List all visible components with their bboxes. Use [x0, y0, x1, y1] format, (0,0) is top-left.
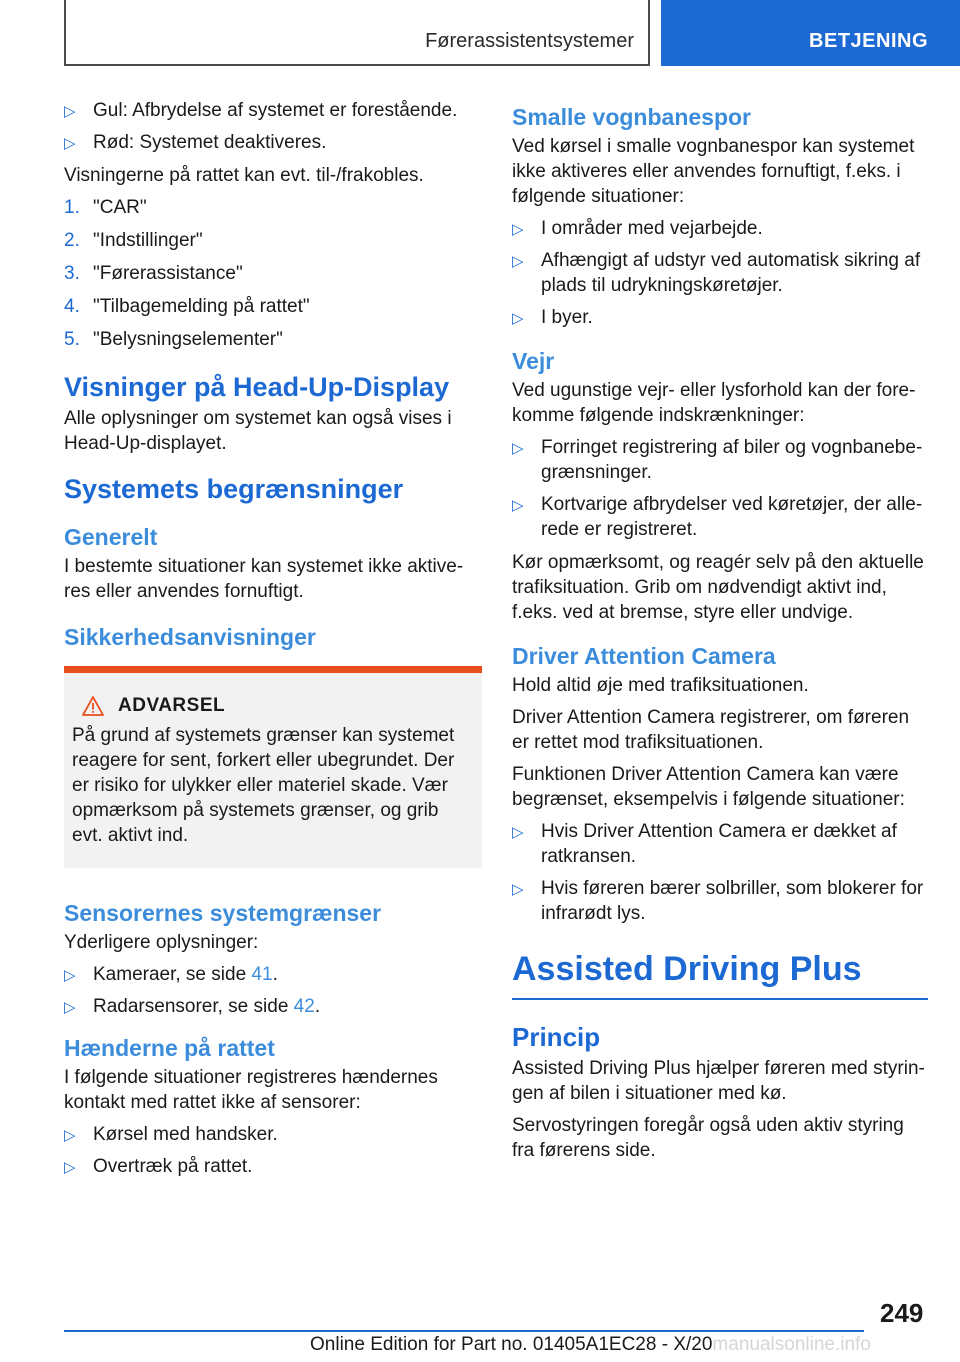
narrow-list [512, 216, 928, 330]
triangle-bullet-icon: ▷ [512, 253, 524, 270]
section-tab [64, 0, 650, 66]
paragraph: Servostyringen foregår også uden aktiv styring fra førerens side. [512, 1115, 904, 1161]
sensor-list [64, 962, 482, 1019]
paragraph: I bestemte situationer kan systemet ikke aktive-res eller anvendes fornuftigt. [64, 556, 464, 602]
triangle-bullet-icon: ▷ [512, 881, 524, 898]
safety-heading: Sikkerhedsanvisninger [64, 624, 316, 650]
list-item: 5. "Belysningselementer" [64, 329, 283, 350]
limits-heading: Systemets begrænsninger [64, 474, 404, 504]
triangle-bullet-icon: ▷ [512, 310, 524, 327]
chapter-tab [661, 0, 960, 66]
camera-heading: Driver Attention Camera [512, 643, 776, 669]
list-item: ▷ Afhængigt af udstyr ved automatisk sikring af plads til udrykningskøretøjer. [512, 250, 921, 296]
triangle-bullet-icon: ▷ [512, 221, 524, 238]
paragraph: Ved kørsel i smalle vognbanespor kan systemet ikke aktiveres eller anvendes fornuftigt, f.eks. i følgende situationer: [512, 136, 915, 207]
narrow-heading: Smalle vognbanespor [512, 104, 752, 130]
warning-text: På grund af systemets grænser kan systemet reagere for sent, forkert eller ubegrundet. Der er risiko for ulykker eller materiel skade. Vær opmærksom på systemets grænser, og grib evt. aktivt ind. [72, 725, 455, 846]
sensor-heading: Sensorernes systemgrænser [64, 900, 382, 926]
weather-list [512, 435, 928, 542]
right-column [512, 98, 928, 1170]
list-item: ▷ Gul: Afbrydelse af systemet er forestående. [64, 98, 482, 123]
paragraph: Assisted Driving Plus hjælper føreren med styrin-gen af bilen i situationer med kø. [512, 1058, 925, 1104]
paragraph: I følgende situationer registreres hændernes kontakt med rattet ikke af sensorer: [64, 1067, 438, 1113]
paragraph: Yderligere oplysninger: [64, 932, 259, 953]
warning-title: ADVARSEL [72, 695, 472, 717]
page-link-42[interactable]: 42 [293, 996, 315, 1017]
paragraph: Kør opmærksomt, og reagér selv på den aktuelle trafiksituation. Grib om nødvendigt aktivt ind, f.eks. ved at bremse, styre eller undvige. [512, 552, 924, 623]
triangle-bullet-icon: ▷ [64, 967, 76, 984]
page-number: 249 [880, 1298, 924, 1328]
triangle-bullet-icon: ▷ [512, 440, 524, 457]
menu-path-list [64, 195, 482, 352]
list-item: ▷ Radarsensorer, se side 42. [64, 994, 482, 1019]
warning-box [64, 666, 482, 868]
footer-edition: Online Edition for Part no. 01405A1EC28 - X/20manualsonline.info [310, 1334, 871, 1355]
triangle-bullet-icon: ▷ [64, 1127, 76, 1144]
triangle-bullet-icon: ▷ [512, 497, 524, 514]
section-title: Førerassistentsystemer [425, 30, 634, 52]
paragraph: Alle oplysninger om systemet kan også vises i Head-Up-displayet. [64, 408, 452, 454]
principle-heading: Princip [512, 1022, 601, 1052]
hands-list [64, 1122, 482, 1179]
list-item: ▷ Kørsel med handsker. [64, 1122, 482, 1147]
list-item: ▷ Kortvarige afbrydelser ved køretøjer, der alle-rede er registreret. [512, 494, 923, 540]
page-header [0, 0, 960, 66]
camera-list [512, 819, 928, 926]
paragraph: Visningerne på rattet kan evt. til-/frakobles. [64, 165, 424, 186]
weather-heading: Vejr [512, 348, 555, 374]
list-item: ▷ Rød: Systemet deaktiveres. [64, 130, 482, 155]
triangle-bullet-icon: ▷ [64, 1159, 76, 1176]
list-item: 4. "Tilbagemelding på rattet" [64, 296, 310, 317]
paragraph: Funktionen Driver Attention Camera kan være begrænset, eksempelvis i følgende situationer: [512, 764, 905, 810]
list-item: ▷ Hvis føreren bærer solbriller, som blokerer for infrarødt lys. [512, 878, 924, 924]
paragraph: Driver Attention Camera registrerer, om føreren er rettet mod trafiksituationen. [512, 707, 910, 753]
list-item: ▷ Overtræk på rattet. [64, 1154, 482, 1179]
footer-divider [64, 1330, 864, 1332]
general-heading: Generelt [64, 524, 158, 550]
list-item: ▷ Hvis Driver Attention Camera er dækket af ratkransen. [512, 821, 897, 867]
triangle-bullet-icon: ▷ [64, 999, 76, 1016]
list-item: ▷ I områder med vejarbejde. [512, 216, 928, 241]
page-link-41[interactable]: 41 [251, 964, 273, 985]
warning-triangle-icon [82, 696, 104, 716]
list-item: 2. "Indstillinger" [64, 230, 203, 251]
list-item: 1. "CAR" [64, 197, 147, 218]
list-item: ▷ Kameraer, se side 41. [64, 962, 482, 987]
list-item: ▷ Forringet registrering af biler og vognbanebe-grænsninger. [512, 437, 923, 483]
adp-heading: Assisted Driving Plus [512, 948, 928, 1000]
paragraph: Hold altid øje med trafiksituationen. [512, 675, 809, 696]
triangle-bullet-icon: ▷ [64, 103, 76, 120]
triangle-bullet-icon: ▷ [512, 824, 524, 841]
hands-heading: Hænderne på rattet [64, 1035, 275, 1061]
watermark: manualsonline.info [712, 1334, 871, 1355]
list-item: 3. "Førerassistance" [64, 263, 243, 284]
list-item: ▷ I byer. [512, 305, 928, 330]
paragraph: Ved ugunstige vejr- eller lysforhold kan der fore-komme følgende indskrænkninger: [512, 380, 916, 426]
triangle-bullet-icon: ▷ [64, 135, 76, 152]
hud-heading: Visninger på Head-Up-Display [64, 372, 450, 402]
chapter-title: BETJENING [809, 30, 928, 52]
status-list [64, 98, 482, 155]
left-column [64, 98, 482, 1187]
